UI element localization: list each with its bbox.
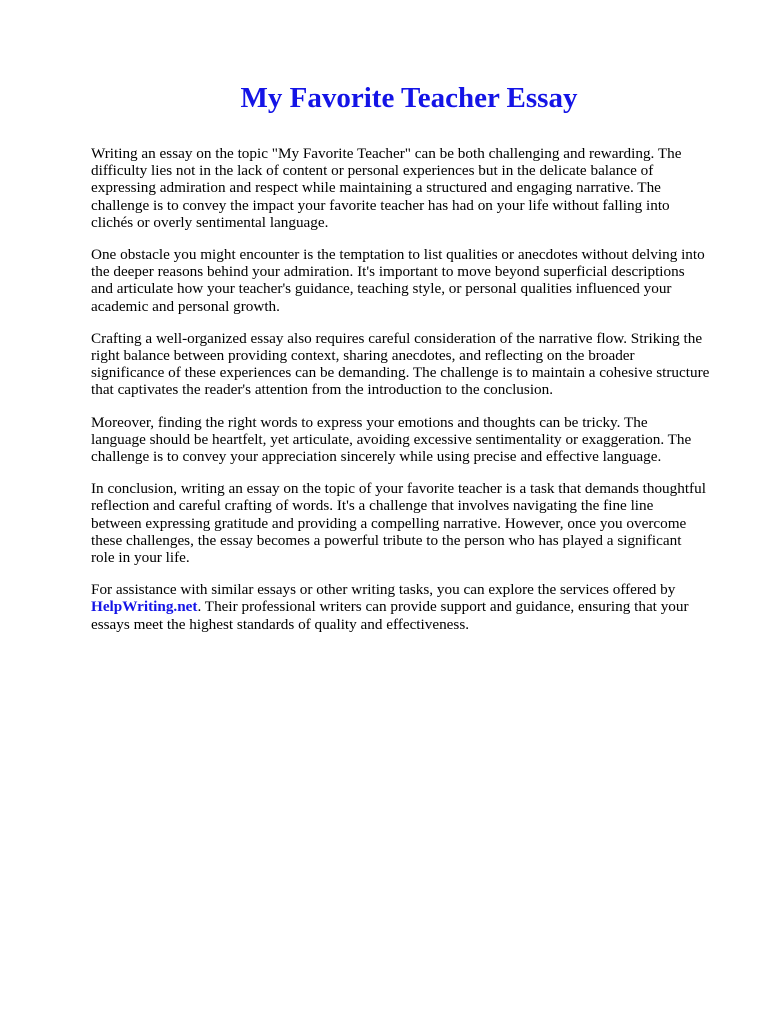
paragraph-line: challenge is to convey your appreciation sincerely while using precise and effective language. [91,448,662,466]
paragraph-line: language should be heartfelt, yet articulate, avoiding excessive sentimentality or exaggeration. The [91,430,692,448]
paragraph-line: the deeper reasons behind your admiration. It's important to move beyond superficial descriptions [91,263,685,281]
paragraph-line: One obstacle you might encounter is the temptation to list qualities or anecdotes without delving into [91,246,705,264]
paragraph-line: between expressing gratitude and providing a compelling narrative. However, once you overcome [91,514,687,532]
paragraph-line: clichés or overly sentimental language. [91,213,329,231]
helpwriting-link[interactable]: HelpWriting.net [91,598,198,616]
paragraph-line: and articulate how your teacher's guidance, teaching style, or personal qualities influenced your [91,280,672,298]
paragraph-line: essays meet the highest standards of quality and effectiveness. [91,615,470,633]
essay-body [91,145,731,648]
page-title: My Favorite Teacher Essay [240,82,578,114]
paragraph-1 [91,145,731,231]
paragraph-3 [91,330,731,399]
paragraph-line: Writing an essay on the topic "My Favorite Teacher" can be both challenging and rewarding. The [91,145,682,162]
paragraph-line: expressing admiration and respect while maintaining a structured and engaging narrative. The [91,179,661,197]
paragraph-line: that captivates the reader's attention from the introduction to the conclusion. [91,381,554,399]
paragraph-line: reflection and careful crafting of words. It's a challenge that involves navigating the fine line [91,497,654,515]
paragraph-line: Crafting a well-organized essay also requires careful consideration of the narrative flow. Striking the [91,329,703,347]
paragraph-line: challenge is to convey the impact your favorite teacher has had on your life without falling into [91,196,670,214]
paragraph-4 [91,414,731,466]
paragraph-line: In conclusion, writing an essay on the topic of your favorite teacher is a task that demands thoughtful [91,480,706,498]
paragraph-line: role in your life. [91,549,190,567]
paragraph-line: difficulty lies not in the lack of content or personal experiences but in the delicate balance of [91,162,654,180]
paragraph-line: academic and personal growth. [91,297,280,315]
paragraph-line [91,598,731,615]
paragraph-line: For assistance with similar essays or other writing tasks, you can explore the services offered by [91,581,676,599]
paragraph-line: right balance between providing context, sharing anecdotes, and reflecting on the broader [91,347,635,365]
paragraph-line: Moreover, finding the right words to express your emotions and thoughts can be tricky. The [91,413,648,431]
paragraph-line: significance of these experiences can be demanding. The challenge is to maintain a cohesive structure [91,364,710,382]
paragraph-5 [91,480,731,566]
paragraph-2 [91,246,731,315]
paragraph-line: these challenges, the essay becomes a powerful tribute to the person who has played a significant [91,531,682,549]
link-followup-text: . Their professional writers can provide support and guidance, ensuring that your [197,598,689,616]
closing-paragraph [91,581,731,633]
